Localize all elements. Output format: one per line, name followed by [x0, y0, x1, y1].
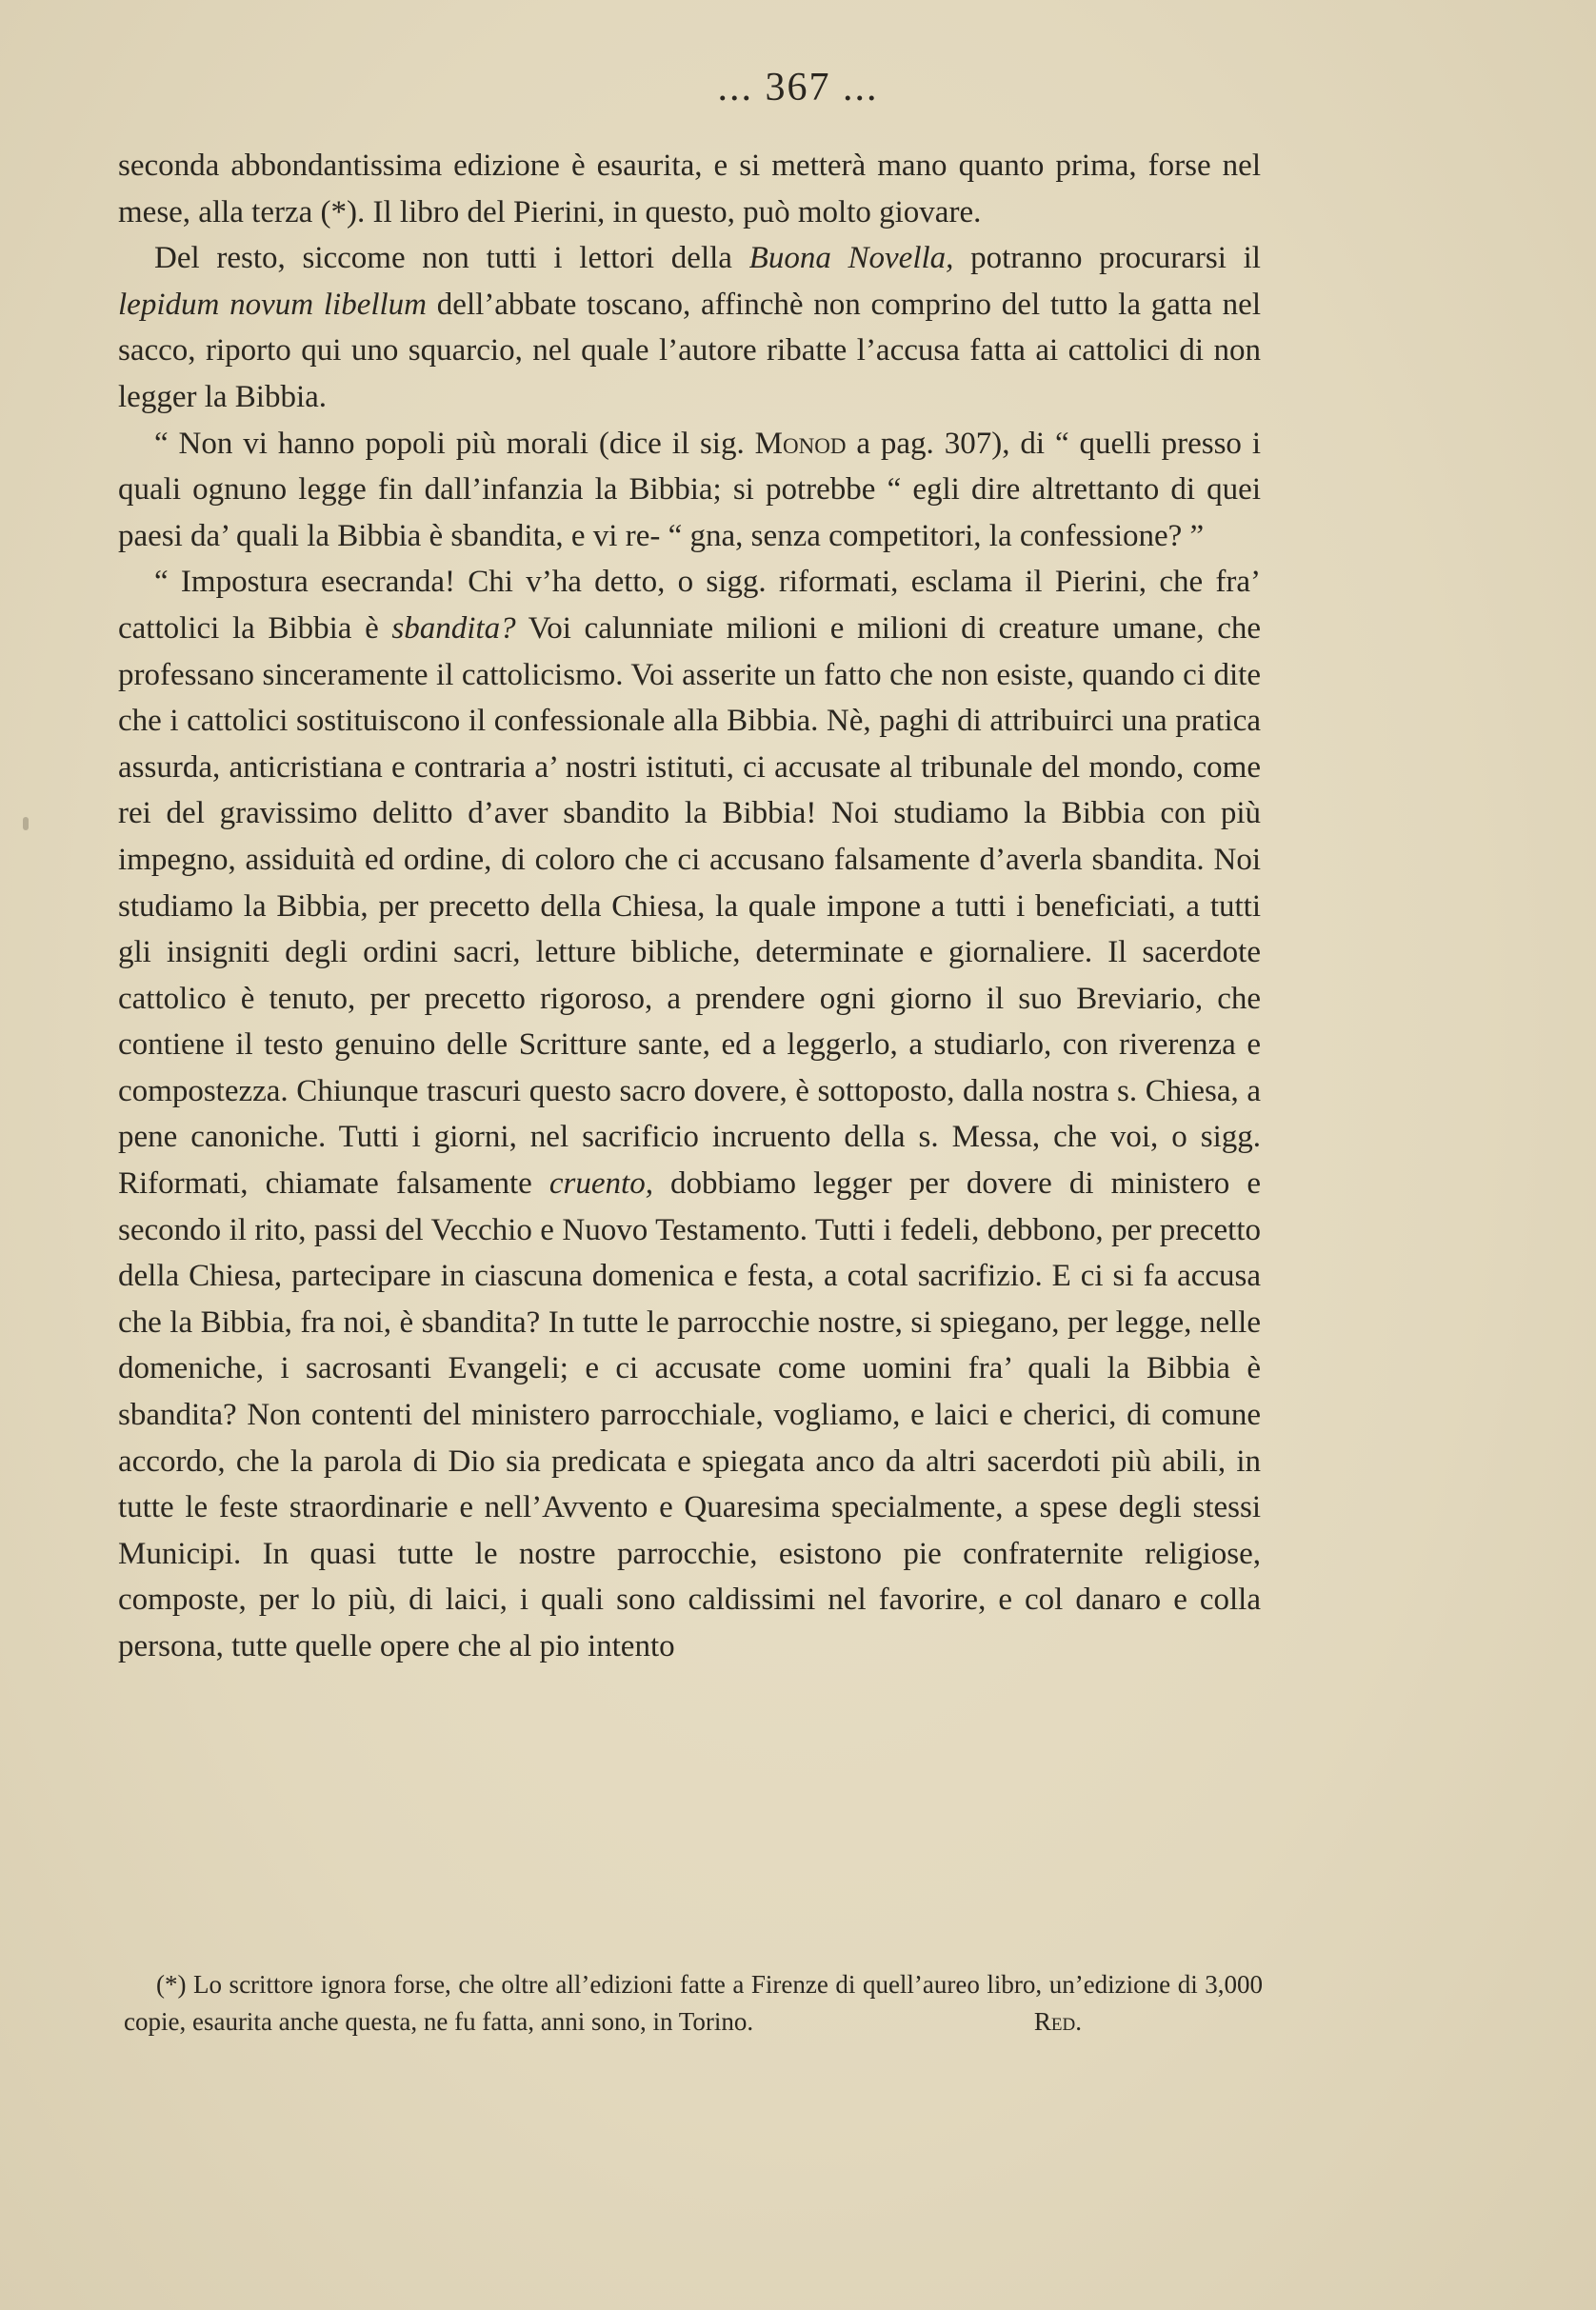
paragraph-2-part-b: potranno procurarsi il — [953, 241, 1261, 276]
page-number: ... 367 ... — [717, 66, 879, 110]
paragraph-3-quote — [118, 421, 1261, 560]
paragraph-4-part-b: Voi calunniate milioni e milioni di creature umane, che professano sinceramente il cattolicismo. Voi asserite un fatto che non esiste, quando ci dite che i cattolici sostituiscono il confessionale alla Bibbia. Nè, paghi di attribuirci una pratica assurda, anticristiana e contraria a’ nostri istituti, ci accusate al tribunale del mondo, come rei del gravissimo delitto d’aver sbandito la Bibbia! Noi studiamo la Bibbia con più impegno, assiduità ed ordine, di coloro che ci accusano falsamente d’averla sbandita. Noi studiamo la Bibbia, per precetto della Chiesa, la quale impone a tutti i beneficiati, a tutti gli insigniti degli ordini sacri, letture bibliche, determinate e giornaliere. Il sacerdote cattolico è tenuto, per precetto rigoroso, a prendere ogni giorno il suo Breviario, che contiene il testo genuino delle Scritture sante, ed a leggerlo, a studiarlo, con riverenza e compostezza. Chiunque trascuri questo sacro dovere, è sottoposto, dalla nostra s. Chiesa, a pene canoniche. Tutti i giorni, nel sacrificio incruento della s. Messa, che voi, o sigg. Riformati, chiamate falsamente — [118, 610, 1262, 1202]
footnote-text: (*) Lo scrittore ignora forse, che oltre all’edizioni fatte a Firenze di quell’aureo libro, un’edizione di 3,000 copie, esaurita anche questa, ne fu fatta, anni sono, in Torino. — [124, 1970, 1263, 2036]
italic-lepidum-novum-libellum: lepidum novum libellum — [118, 287, 428, 322]
paragraph-2-part-a: Del resto, siccome non tutti i lettori della — [154, 241, 749, 276]
paragraph-1: seconda abbondantissima edizione è esaurita, e si metterà mano quanto prima, forse nel mese, alla terza (*). Il libro del Pierini, in questo, può molto giovare. — [118, 149, 1261, 229]
italic-cruento: cruento, — [549, 1166, 653, 1202]
footnote-signature: Red. — [1033, 2007, 1082, 2036]
paragraph-3-part-a: “ Non vi hanno popoli più morali (dice il sig. — [154, 426, 755, 461]
paragraph-3-part-b: a pag. 307), di “ quelli presso i quali ognuno legge fin dall’infanzia la Bibbia; si potrebbe “ egli dire altrettanto di quei paesi da’ quali la Bibbia è sbandita, e vi re- “ gna, senza competitori, la confessione? ” — [118, 426, 1261, 553]
italic-buona-novella: Buona Novella, — [748, 241, 954, 276]
margin-mark — [23, 817, 29, 830]
paragraph-4-part-a: “ Impostura esecranda! Chi v’ha detto, o sigg. riformati, esclama il Pierini, che fra’ cattolici la Bibbia è — [118, 565, 1261, 646]
paragraph-2 — [118, 235, 1261, 420]
italic-sbandita: sbandita? — [391, 610, 516, 646]
main-text — [118, 143, 1261, 1670]
paragraph-4-part-c: dobbiamo legger per dovere di ministero e secondo il rito, passi del Vecchio e Nuovo Testamento. Tutti i fedeli, debbono, per precetto della Chiesa, partecipare in ciascuna domenica e festa, a cotal sacrifizio. E ci si fa accusa che la Bibbia, fra noi, è sbandita? In tutte le parrocchie nostre, si spiegano, per legge, nelle domeniche, i sacrosanti Evangeli; e ci accusate come uomini fra’ quali la Bibbia è sbandita? Non contenti del ministero parrocchiale, vogliamo, e laici e cherici, di comune accordo, che la parola di Dio sia predicata e spiegata anco da altri sacerdoti più abili, in tutte le feste straordinarie e nell’Avvento e Quaresima specialmente, a spese degli stessi Municipi. In quasi tutte le nostre parrocchie, esistono pie confraternite religiose, composte, per lo più, di laici, i quali sono caldissimi nel favorire, e col danaro e colla persona, tutte quelle opere che al pio intento — [118, 1166, 1261, 1663]
paragraph-2-part-c: dell’abbate toscano, affinchè non comprino del tutto la gatta nel sacco, riporto qui uno squarcio, nel quale l’autore ribatte l’accusa fatta ai cattolici di non legger la Bibbia. — [118, 287, 1261, 414]
paragraph-4 — [118, 559, 1261, 1669]
footnote — [124, 1966, 1263, 2041]
small-caps-monod: Monod — [754, 426, 847, 461]
